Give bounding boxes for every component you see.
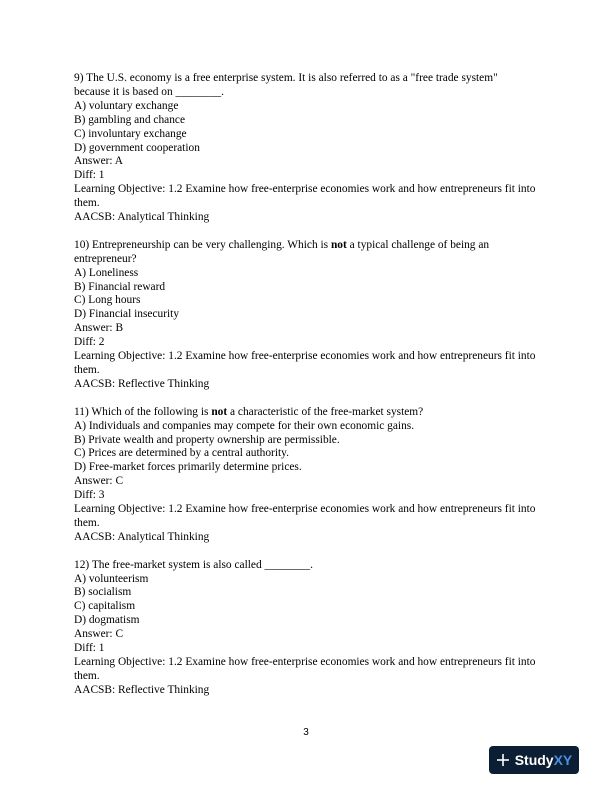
option: C) Prices are determined by a central authority. <box>74 447 289 460</box>
answer: Answer: C <box>74 475 124 488</box>
page-number: 3 <box>303 727 309 738</box>
option: C) capitalism <box>74 600 136 613</box>
watermark-text-study: Study <box>514 752 554 768</box>
option: D) dogmatism <box>74 614 140 627</box>
learning-objective: Learning Objective: 1.2 Examine how free-enterprise economies work and how entrepreneurs fit into them. <box>74 183 536 210</box>
option: B) Financial reward <box>74 280 166 293</box>
option: A) voluntary exchange <box>74 99 179 112</box>
difficulty: Diff: 2 <box>74 336 105 349</box>
option: B) gambling and chance <box>74 113 186 126</box>
option: A) Loneliness <box>74 266 139 279</box>
difficulty: Diff: 1 <box>74 642 105 655</box>
option: A) Individuals and companies may compete for their own economic gains. <box>74 419 415 432</box>
aacsb: AACSB: Reflective Thinking <box>74 377 210 390</box>
watermark-text-xy: XY <box>553 752 573 768</box>
question-stem: because it is based on ________. <box>74 85 224 98</box>
learning-objective: Learning Objective: 1.2 Examine how free-enterprise economies work and how entrepreneurs fit into them. <box>74 350 536 377</box>
emphasis-not: not <box>330 238 347 251</box>
document-body <box>74 72 548 712</box>
question-stem: 10) Entrepreneurship can be very challenging. Which is not a typical challenge of being an <box>74 238 490 251</box>
aacsb: AACSB: Analytical Thinking <box>74 530 210 543</box>
emphasis-not: not <box>211 405 228 418</box>
difficulty: Diff: 1 <box>74 169 105 182</box>
learning-objective: Learning Objective: 1.2 Examine how free-enterprise economies work and how entrepreneurs fit into them. <box>74 656 536 682</box>
learning-objective: Learning Objective: 1.2 Examine how free-enterprise economies work and how entrepreneurs fit into them. <box>74 503 536 529</box>
option: D) Free-market forces primarily determine prices. <box>74 461 302 474</box>
option: C) involuntary exchange <box>74 127 187 140</box>
question-stem: 9) The U.S. economy is a free enterprise system. It is also referred to as a "free trade system" <box>74 72 498 84</box>
option: B) socialism <box>74 586 132 599</box>
option: D) Financial insecurity <box>74 308 180 321</box>
question-stem: entrepreneur? <box>74 252 137 265</box>
question-stem: 12) The free-market system is also called ________. <box>74 558 313 571</box>
plus-icon <box>496 753 510 767</box>
aacsb: AACSB: Analytical Thinking <box>74 211 210 224</box>
option: C) Long hours <box>74 294 141 307</box>
difficulty: Diff: 3 <box>74 489 105 502</box>
question-12 <box>74 559 548 698</box>
aacsb: AACSB: Reflective Thinking <box>74 683 210 696</box>
question-9 <box>74 72 548 225</box>
option: D) government cooperation <box>74 141 200 154</box>
answer: Answer: A <box>74 155 124 168</box>
option: A) volunteerism <box>74 572 149 585</box>
answer: Answer: B <box>74 322 124 335</box>
studyxy-watermark <box>489 746 579 774</box>
question-stem: 11) Which of the following is not a characteristic of the free-market system? <box>74 405 424 418</box>
question-11 <box>74 406 548 545</box>
answer: Answer: C <box>74 628 124 641</box>
question-10 <box>74 239 548 392</box>
option: B) Private wealth and property ownership are permissible. <box>74 433 340 446</box>
